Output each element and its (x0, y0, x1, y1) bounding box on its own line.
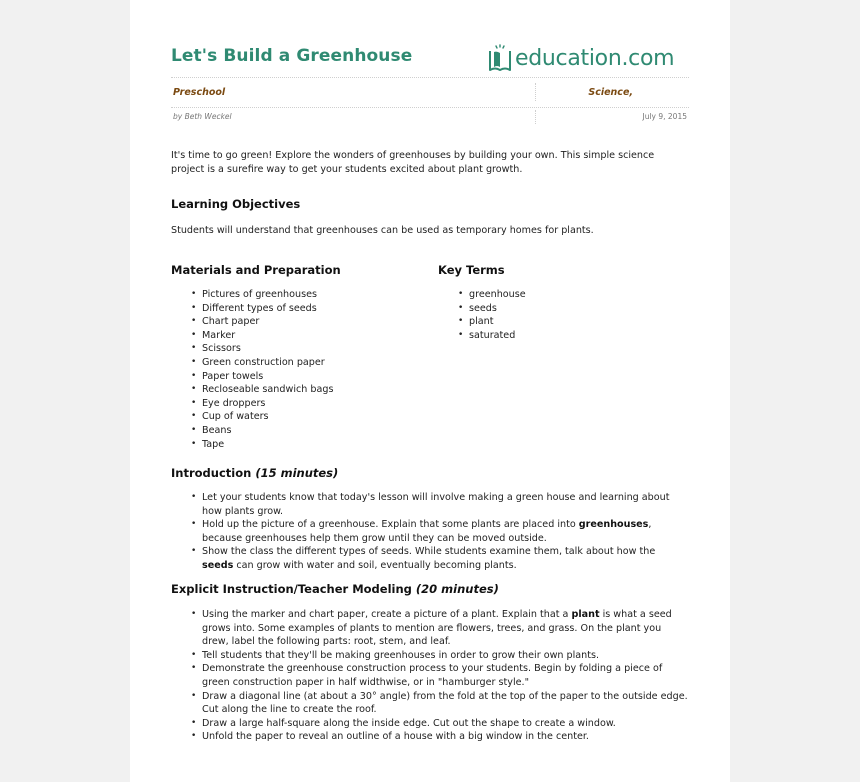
list-item: • Eye droppers (190, 397, 430, 411)
list-item (190, 662, 688, 689)
list-item: • seeds (457, 302, 677, 316)
list-item (190, 518, 688, 545)
list-item (190, 649, 688, 663)
list-item (190, 545, 688, 572)
list-item: • Pictures of greenhouses (190, 288, 430, 302)
intro-paragraph: It's time to go green! Explore the wonders of greenhouses by building your own. This simple science project is a surefire way to get your students excited about plant growth. (171, 150, 655, 175)
list-item-text: is what a seed grows into. Some examples of plants to mention are flowers, trees, and grass. On the plant you drew, label the following parts: root, stem, and leaf. (202, 609, 672, 648)
list-item-text: Using the marker and chart paper, create a picture of a plant. Explain that a (202, 609, 572, 620)
list-item: • Green construction paper (190, 356, 430, 370)
key-term-emphasis: plant (571, 609, 600, 620)
list-item: • Paper towels (190, 370, 430, 384)
list-item: • Tape (190, 438, 430, 452)
list-item: • saturated (457, 329, 677, 343)
list-item: • Beans (190, 424, 430, 438)
education-logo[interactable] (487, 42, 691, 74)
learning-objectives-text: Students will understand that greenhouses can be used as temporary homes for plants. (171, 225, 594, 236)
education-book-icon (487, 43, 513, 73)
subject-label: Science, (588, 87, 633, 98)
author-label: by Beth Weckel (173, 112, 232, 121)
explicit-instruction-list (190, 608, 688, 744)
list-item-text: Let your students know that today's lesson will involve making a green house and learning about how plants grow. (202, 492, 670, 517)
explicit-instruction-heading-text: Explicit Instruction/Teacher Modeling (171, 582, 412, 596)
list-item (190, 608, 688, 649)
list-item-text: Tell students that they'll be making greenhouses in order to grow their own plants. (202, 649, 600, 661)
page-title: Let's Build a Greenhouse (171, 46, 413, 66)
list-item: • Recloseable sandwich bags (190, 383, 430, 397)
list-item: • Marker (190, 329, 430, 343)
list-item (190, 717, 688, 731)
list-item-text: Show the class the different types of seeds. While students examine them, talk about how the (202, 546, 656, 558)
meta-divider (171, 107, 689, 108)
grade-label: Preschool (173, 87, 226, 98)
list-item: • Chart paper (190, 315, 430, 329)
introduction-duration: (15 minutes) (255, 466, 339, 480)
explicit-instruction-heading (171, 582, 499, 596)
key-terms-list (457, 288, 677, 342)
introduction-heading-text: Introduction (171, 466, 252, 480)
key-terms-heading: Key Terms (438, 263, 505, 277)
explicit-instruction-duration: (20 minutes) (415, 582, 499, 596)
list-item: • Cup of waters (190, 410, 430, 424)
introduction-heading (171, 466, 338, 480)
list-item-text: , because greenhouses help them grow until they can be moved outside. (202, 519, 652, 544)
list-item (190, 690, 688, 717)
list-item: • greenhouse (457, 288, 677, 302)
materials-list (190, 288, 430, 451)
list-item-text: Demonstrate the greenhouse construction process to your students. Begin by folding a piece of green construction paper in half widthwise, or in "hamburger style." (202, 663, 663, 688)
date-label: July 9, 2015 (642, 112, 687, 121)
list-item: • Different types of seeds (190, 302, 430, 316)
header-divider (171, 77, 689, 78)
worksheet-page (130, 0, 730, 782)
list-item-text: Unfold the paper to reveal an outline of a house with a big window in the center. (202, 731, 589, 743)
list-item-text: Draw a large half-square along the inside edge. Cut out the shape to create a window. (202, 717, 616, 729)
meta-separator (535, 83, 536, 101)
learning-objectives-heading: Learning Objectives (171, 197, 301, 211)
key-term-emphasis: seeds (202, 559, 234, 571)
logo-text: education.com (515, 45, 675, 71)
list-item-text: can grow with water and soil, eventually becoming plants. (233, 559, 517, 571)
introduction-list (190, 491, 688, 573)
list-item (190, 730, 688, 744)
list-item: • Scissors (190, 342, 430, 356)
key-term-emphasis: greenhouses (578, 519, 649, 531)
list-item-text: Hold up the picture of a greenhouse. Explain that some plants are placed into (202, 519, 579, 531)
meta-separator-2 (535, 110, 536, 124)
materials-heading: Materials and Preparation (171, 263, 341, 277)
list-item: • plant (457, 315, 677, 329)
list-item (190, 491, 688, 518)
list-item-text: Draw a diagonal line (at about a 30° angle) from the fold at the top of the paper to the outside edge. Cut along the line to create the roof. (202, 690, 688, 716)
